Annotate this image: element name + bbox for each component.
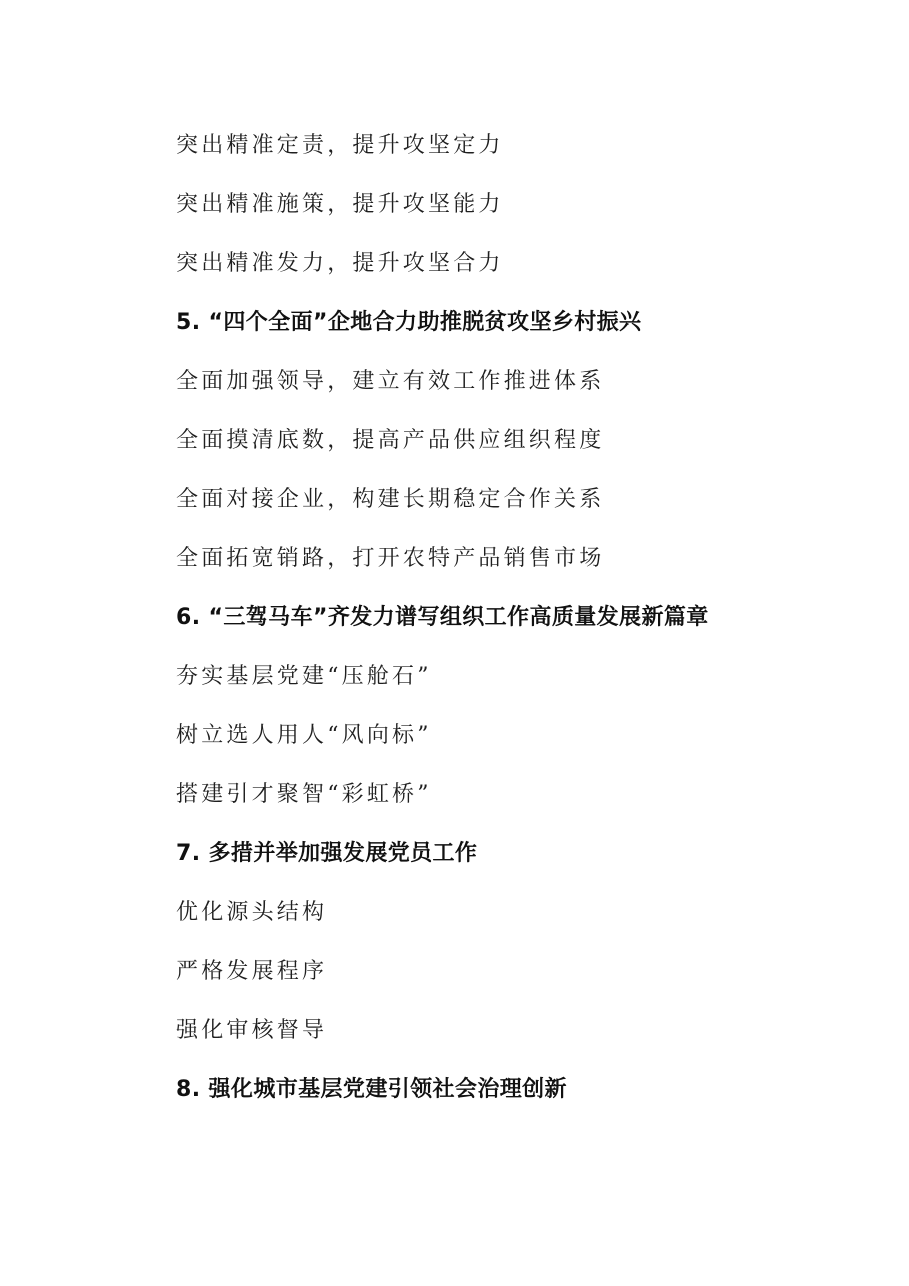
paragraph-line: 突出精准施策，提升攻坚能力 [176, 192, 504, 217]
paragraph-line: 夯实基层党建“压舱石” [176, 664, 432, 689]
paragraph-line: 树立选人用人“风向标” [176, 723, 432, 748]
section-heading: 8. 强化城市基层党建引领社会治理创新 [176, 1077, 567, 1102]
paragraph-line: 突出精准定责，提升攻坚定力 [176, 133, 504, 158]
paragraph-line: 全面拓宽销路，打开农特产品销售市场 [176, 546, 605, 571]
section-heading: 5. “四个全面”企地合力助推脱贫攻坚乡村振兴 [176, 310, 642, 335]
paragraph-line: 突出精准发力，提升攻坚合力 [176, 251, 504, 276]
section-heading: 6. “三驾马车”齐发力谱写组织工作高质量发展新篇章 [176, 605, 709, 630]
paragraph-line: 优化源头结构 [176, 900, 328, 925]
paragraph-line: 全面摸清底数，提高产品供应组织程度 [176, 428, 605, 453]
document-body [176, 116, 876, 1119]
paragraph-line: 强化审核督导 [176, 1018, 328, 1043]
paragraph-line: 严格发展程序 [176, 959, 328, 984]
paragraph-line: 搭建引才聚智“彩虹桥” [176, 782, 432, 807]
paragraph-line: 全面对接企业，构建长期稳定合作关系 [176, 487, 605, 512]
section-heading: 7. 多措并举加强发展党员工作 [176, 841, 478, 866]
paragraph-line: 全面加强领导，建立有效工作推进体系 [176, 369, 605, 394]
